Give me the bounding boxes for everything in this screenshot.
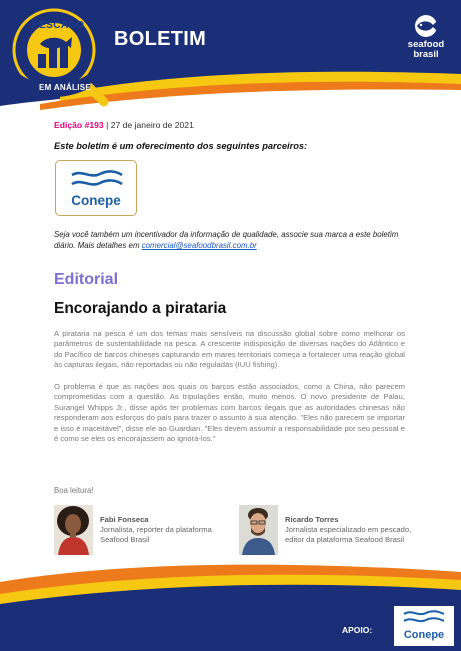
incentive-body: Seja você também um incentivador da informação de qualidade, associe sua marca a este boletim diário. Mais detalhes em xyxy=(54,230,399,250)
partner-name: Conepe xyxy=(71,193,121,208)
support-partner-logo[interactable] xyxy=(394,606,454,646)
footer-banner xyxy=(0,548,461,651)
sponsor-intro: Este boletim é um oferecimento dos seguintes parceiros: xyxy=(54,141,308,151)
footer-swoosh xyxy=(0,548,461,651)
article-paragraph-2: O problema é que as nações aos quais os barcos estão associados, como a China, não parecem comprometidas com a questão. As tripulações então, muito menos. O novo presidente de Palau, Surangel Whipps Jr., disse após ter problemas com barcos ilegais que as autoridades chinesas não responderam aos esforços do país para trazer o assunto à sua atenção. "Eles não parecem se importar e isso é inaceitável", disse ele ao Guardian. "Eles devem assumir a responsabilidade por seu pessoal e é como se eles os encorajassem ao ignorá-los." xyxy=(54,382,405,444)
partner-logo-conepe[interactable] xyxy=(55,160,137,216)
author-name: Ricardo Torres xyxy=(285,515,339,524)
edition-date: 27 de janeiro de 2021 xyxy=(110,120,194,130)
pescado-em-analise-badge xyxy=(6,2,112,110)
edition-line xyxy=(54,120,194,130)
contact-email-link[interactable]: comercial@seafoodbrasil.com.br xyxy=(141,241,257,250)
incentive-text xyxy=(54,229,414,251)
author-role xyxy=(285,525,435,545)
author-name: Fabi Fonseca xyxy=(100,515,149,524)
author-role-line: Jornalista especializado em pescado, xyxy=(285,525,412,534)
header-banner xyxy=(0,0,461,110)
brand-line-1: seafood xyxy=(407,39,445,50)
magnifier-badge-icon xyxy=(6,2,112,110)
closing-text: Boa leitura! xyxy=(54,486,94,495)
support-partner-name: Conepe xyxy=(403,629,445,641)
fish-logo-icon xyxy=(402,14,450,40)
author-role xyxy=(100,525,250,545)
support-label: APOIO: xyxy=(342,625,373,635)
author-role-line: Seafood Brasil xyxy=(100,535,150,544)
badge-top-text: PESCADO xyxy=(32,20,85,31)
edition-number: Edição #193 xyxy=(54,120,104,130)
seafood-brasil-logo xyxy=(402,14,450,64)
badge-bottom-text: EM ANÁLISE xyxy=(39,83,92,92)
conepe-wave-icon xyxy=(70,169,124,191)
section-label: Editorial xyxy=(54,271,119,288)
author-role-line: editor da plataforma Seafood Brasil xyxy=(285,535,405,544)
article-paragraph-1: A pirataria na pesca é um dos temas mais sensíveis na discussão global sobre como melhorar os parâmetros de sustentabilidade na pesca. A crescente indisposição de diversas nações do Atlântico e do Pacífico de barcos chineses capturando em mares territoriais começa a fortalecer uma reação global às capturas ilegais, não reportadas ou não reguladas (IUU fishing). xyxy=(54,329,405,370)
article-title: Encorajando a pirataria xyxy=(54,300,227,317)
brand-line-2: brasil xyxy=(413,49,439,60)
author-role-line: Jornalista, repórter da plataforma xyxy=(100,525,212,534)
page-title: BOLETIM xyxy=(114,28,207,50)
conepe-wave-icon xyxy=(394,606,454,630)
edition-separator: | xyxy=(103,120,111,130)
